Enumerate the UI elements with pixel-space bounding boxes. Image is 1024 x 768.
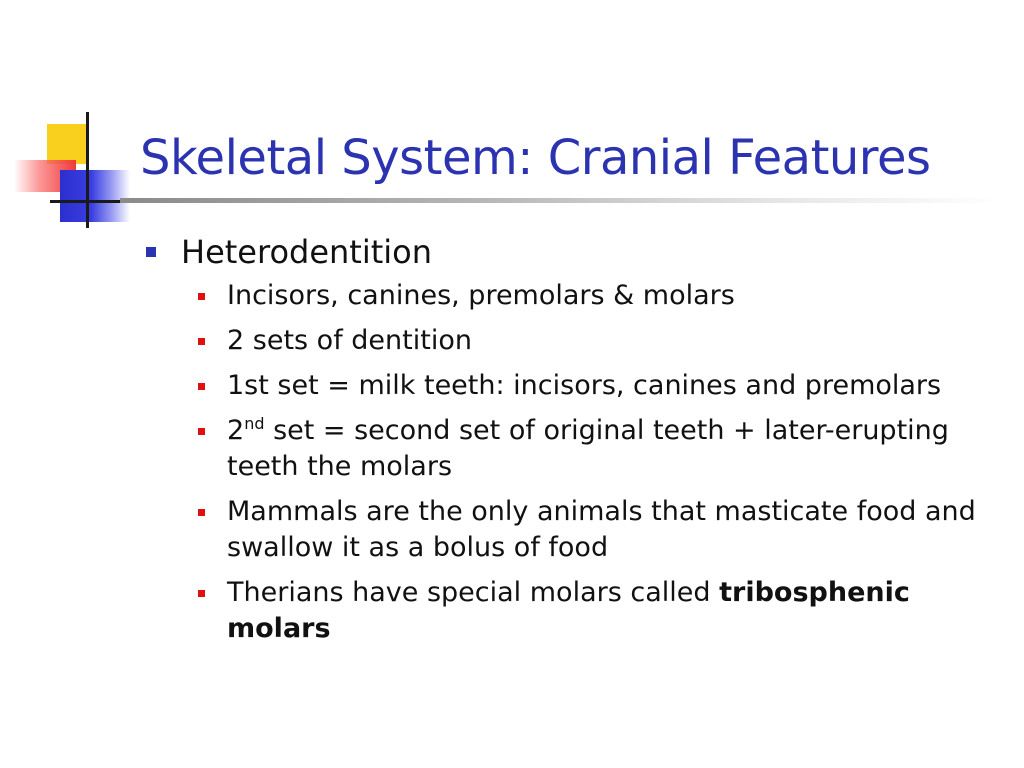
slide-title: Skeletal System: Cranial Features	[140, 130, 931, 186]
sub-bullet-item	[143, 278, 987, 314]
sub-bullet-item	[143, 413, 987, 485]
sub-bullet-item	[143, 575, 987, 647]
square-bullet-icon	[198, 383, 205, 390]
square-bullet-icon	[198, 428, 205, 435]
sub-bullet-text: Incisors, canines, premolars & molars	[227, 280, 735, 311]
sub-bullet-text: 1st set = milk teeth: incisors, canines and premolars	[227, 370, 942, 401]
slide-content	[143, 232, 1003, 656]
ordinal-number: 2	[227, 415, 245, 446]
sub-bullet-text: set = second set of original teeth + later-erupting teeth the molars	[227, 415, 949, 482]
square-bullet-icon	[198, 509, 205, 516]
blue-square	[60, 170, 130, 222]
sub-bullet-item	[143, 323, 987, 359]
sub-bullet-item	[143, 368, 987, 404]
ordinal-suffix: nd	[244, 414, 265, 433]
sub-bullet-text: Mammals are the only animals that masticate food and swallow it as a bolus of food	[227, 496, 976, 563]
square-bullet-icon	[198, 590, 205, 597]
bullet-heterodentition	[143, 232, 1003, 272]
sub-bullet-item	[143, 494, 987, 566]
horizontal-line	[50, 200, 122, 203]
decorative-logo	[0, 0, 150, 240]
sub-bullet-text: Therians have special molars called	[227, 577, 720, 608]
square-bullet-icon	[198, 338, 205, 345]
sub-bullet-list	[143, 278, 1003, 647]
yellow-square	[47, 124, 87, 164]
title-divider	[120, 198, 1000, 203]
bullet-text: Heterodentition	[181, 233, 433, 271]
sub-bullet-text: 2 sets of dentition	[227, 325, 472, 356]
vertical-line	[86, 112, 89, 228]
bold-term: tribosphenic molars	[227, 577, 910, 644]
square-bullet-icon	[198, 293, 205, 300]
square-bullet-icon	[146, 247, 156, 257]
